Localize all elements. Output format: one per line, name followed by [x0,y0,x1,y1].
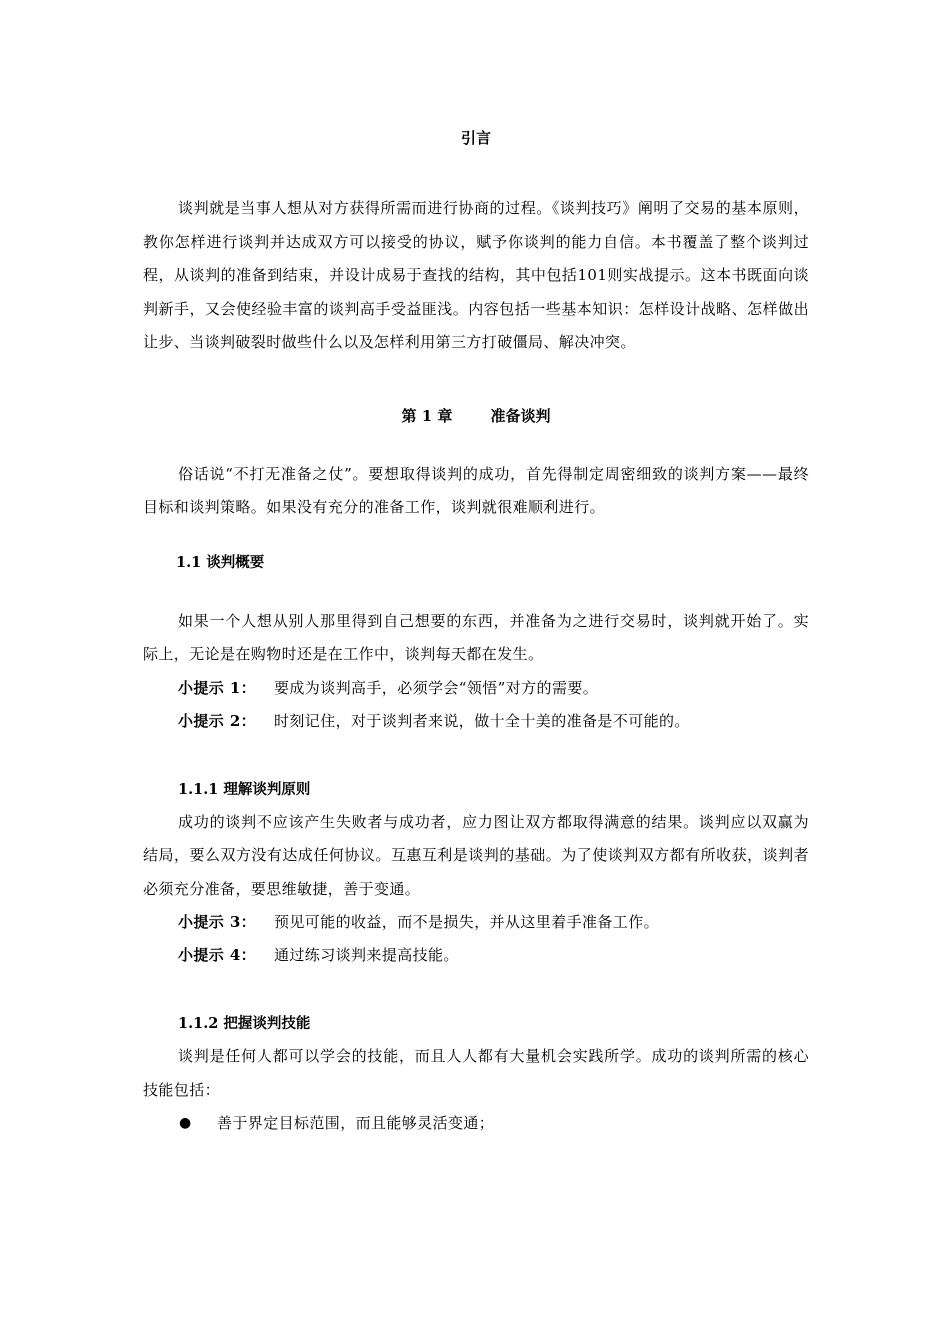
bullet-marker: ● [179,1115,192,1131]
intro-paragraph: 谈判就是当事人想从对方获得所需而进行协商的过程。《谈判技巧》阐明了交易的基本原则，教你怎样进行谈判并达成双方可以接受的协议，赋予你谈判的能力自信。本书覆盖了整个谈判过程，从谈判的准备到结束，并设计成易于查找的结构，其中包括101则实战提示。这本书既面向谈判新手，又会使经验丰富的谈判高手受益匪浅。内容包括一些基本知识：怎样设计战略、怎样做出让步、当谈判破裂时做些什么以及怎样利用第三方打破僵局、解决冲突。 [143,199,809,351]
section-heading-1-1-1: 1.1.1 理解谈判原则 [178,780,311,798]
section-1-1-1-paragraph: 成功的谈判不应该产生失败者与成功者，应力图让双方都取得满意的结果。谈判应以双赢为结局，要么双方没有达成任何协议。互惠互利是谈判的基础。为了使谈判双方都有所收获，谈判者必须充分准备，要思维敏捷，善于变通。 [143,812,809,898]
intro-title: 引言 [460,129,491,147]
tip-label: 小提示 4： [178,946,257,964]
bullet-text: 善于界定目标范围，而且能够灵活变通； [217,1114,495,1132]
tip-label: 小提示 1： [178,678,257,697]
section-1-1-2-paragraph: 谈判是任何人都可以学会的技能，而且人人都有大量机会实践所学。成功的谈判所需的核心技能包括： [143,1047,809,1099]
chapter-paragraph: 俗话说“不打无准备之仗”。要想取得谈判的成功，首先得制定周密细致的谈判方案——最终目标和谈判策略。如果没有充分的准备工作，谈判就很难顺利进行。 [143,464,809,516]
tip-text: 要成为谈判高手，必须学会“领悟”对方的需要。 [274,678,599,697]
chapter-number: 第 1 章 [401,406,453,425]
tip-text: 通过练习谈判来提高技能。 [274,946,459,964]
tip-label: 小提示 2： [178,711,257,730]
tip-4 [143,939,809,972]
document-body [143,122,809,1140]
chapter-heading [143,400,809,432]
chapter-title: 准备谈判 [490,406,551,425]
tip-1 [143,672,809,705]
section-1-1-paragraph: 如果一个人想从别人那里得到自己想要的东西，并准备为之进行交易时，谈判就开始了。实际上，无论是在购物时还是在工作中，谈判每天都在发生。 [143,611,809,663]
bullet-item [143,1107,809,1140]
tip-text: 预见可能的收益，而不是损失，并从这里着手准备工作。 [274,913,660,931]
tip-3 [143,906,809,939]
tip-label: 小提示 3： [178,913,257,931]
section-heading-1-1: 1.1 谈判概要 [176,553,265,571]
tip-2 [143,705,809,738]
section-heading-1-1-2: 1.1.2 把握谈判技能 [178,1015,311,1032]
tip-text: 时刻记住，对于谈判者来说，做十全十美的准备是不可能的。 [274,711,690,730]
